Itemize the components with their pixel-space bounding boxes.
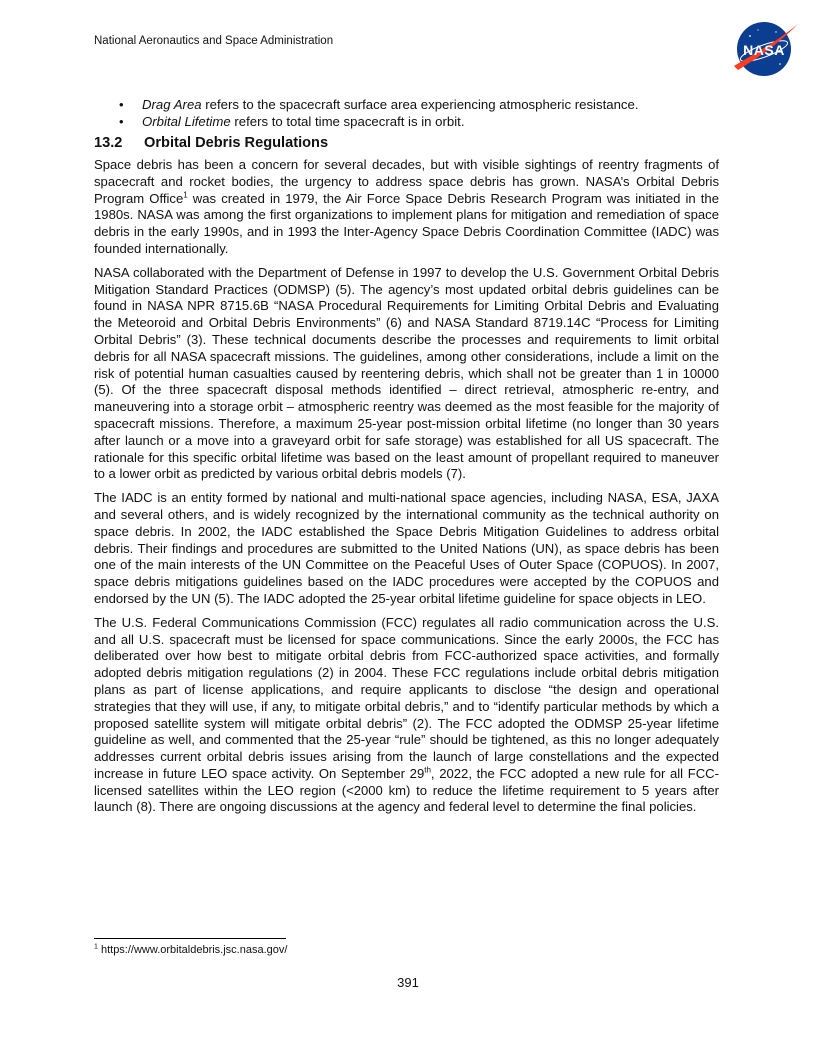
footnote-ref: 1 <box>183 190 188 200</box>
section-heading <box>94 134 719 153</box>
definition-text: refers to total time spacecraft is in orbit. <box>230 113 465 129</box>
definition-list <box>94 97 719 130</box>
paragraph-iadc: The IADC is an entity formed by national and multi-national space agencies, including NASA, ESA, JAXA and several others, and is widely recognized by the international community as the technical authority on space debris. In 2002, the IADC established the Space Debris Mitigation Guidelines to address orbital debris. Their findings and procedures are submitted to the United Nations (UN), as space debris has been one of the main interests of the UN Committee on the Peaceful Uses of Outer Space (COPUOS). In 2007, space debris mitigations guidelines based on the IADC procedures were accepted by the COPUOS and endorsed by the UN (5). The IADC adopted the 25-year orbital lifetime guideline for space objects in LEO. <box>94 490 719 606</box>
footnote-link[interactable]: https://www.orbitaldebris.jsc.nasa.gov/ <box>97 944 288 956</box>
nasa-logo <box>728 18 800 80</box>
definition-text: refers to the spacecraft surface area experiencing atmospheric resistance. <box>201 97 639 112</box>
footnote <box>94 944 287 956</box>
footnote-divider <box>94 938 286 939</box>
paragraph-fcc: The U.S. Federal Communications Commission (FCC) regulates all radio communication across the U.S. and all U.S. spacecraft must be licensed for space communications. Since the early 2000s, the FCC has deliberated over how best to mitigate orbital debris from FCC-authorized space activities, and formally adopted debris mitigation regulations (2) in 2004. These FCC regulations include orbital debris mitigation plans as part of license applications, and require applicants to disclose “the design and operational strategies that they will use, if any, to mitigate orbital debris,” and to “identify particular methods by which a proposed satellite system will mitigate orbital debris” (2). The FCC adopted the ODMSP 25-year lifetime guideline as well, and commented that the 25-year “rule” should be tightened, as this no longer adequately addresses current orbital debris issues arising from the launch of large constellations and the expected increase in future LEO space activity. On September 29th, 2022, the FCC adopted a new rule for all FCC-licensed satellites within the LEO region (<2000 km) to reduce the lifetime requirement to 5 years after launch (8). There are ongoing discussions at the agency and federal level to determine the final policies. <box>94 614 719 815</box>
main-content <box>94 97 719 823</box>
section-number: 13.2 <box>94 135 123 151</box>
section-title: Orbital Debris Regulations <box>144 135 329 151</box>
paragraph-nasa-guidelines: NASA collaborated with the Department of Defense in 1997 to develop the U.S. Government Orbital Debris Mitigation Standard Practices (ODMSP) (5). The agency’s most updated orbital debris guidelines can be found in NASA NPR 8715.6B “NASA Procedural Requirements for Limiting Orbital Debris and Evaluating the Meteoroid and Orbital Debris Environments” (6) and NASA Standard 8719.14C “Process for Limiting Orbital Debris” (3). These technical documents describe the processes and requirements to limit orbital debris for all NASA spacecraft missions. The guidelines, among other considerations, include a limit on the risk of potential human casualties caused by reentering debris, which shall not be greater than 1 in 10000 (5). Of the three spacecraft disposal methods identified – direct retrieval, atmospheric re-entry, and maneuvering into a storage orbit – atmospheric reentry was deemed as the most feasible for the majority of spacecraft missions. Therefore, a maximum 25-year post-mission orbital lifetime (no longer than 30 years after launch or a move into a graveyard orbit for safe storage) was established for all US spacecraft. The rationale for this specific orbital lifetime was based on the least amount of propellant required to maneuver to a lower orbit as predicted by various orbital debris models (7). <box>94 264 719 482</box>
paragraph-space-debris-history: Space debris has been a concern for several decades, but with visible sightings of reentry fragments of spacecraft and rocket bodies, the urgency to address space debris has grown. NASA’s Orbital Debris Program Office$^1$ was created in 1979, the Air Force Space Debris Research Program was initiated in the 1980s. NASA was among the first organizations to implement plans for mitigation and remediation of space debris in the early 1990s, and in 1993 the Inter-Agency Space Debris Coordination Committee (IADC) was founded internationally. <box>94 157 719 256</box>
nasa-logo-text: NASA <box>743 42 785 58</box>
definition-term: Drag Area <box>142 97 202 112</box>
header-org-name: National Aeronautics and Space Administration <box>94 35 334 47</box>
ordinal-suffix: th <box>424 765 431 775</box>
definition-term: Orbital Lifetime <box>142 113 231 129</box>
footnote-marker: 1 <box>94 943 98 951</box>
list-item <box>142 114 719 131</box>
page-number: 391 <box>397 975 419 990</box>
list-item <box>142 97 719 114</box>
